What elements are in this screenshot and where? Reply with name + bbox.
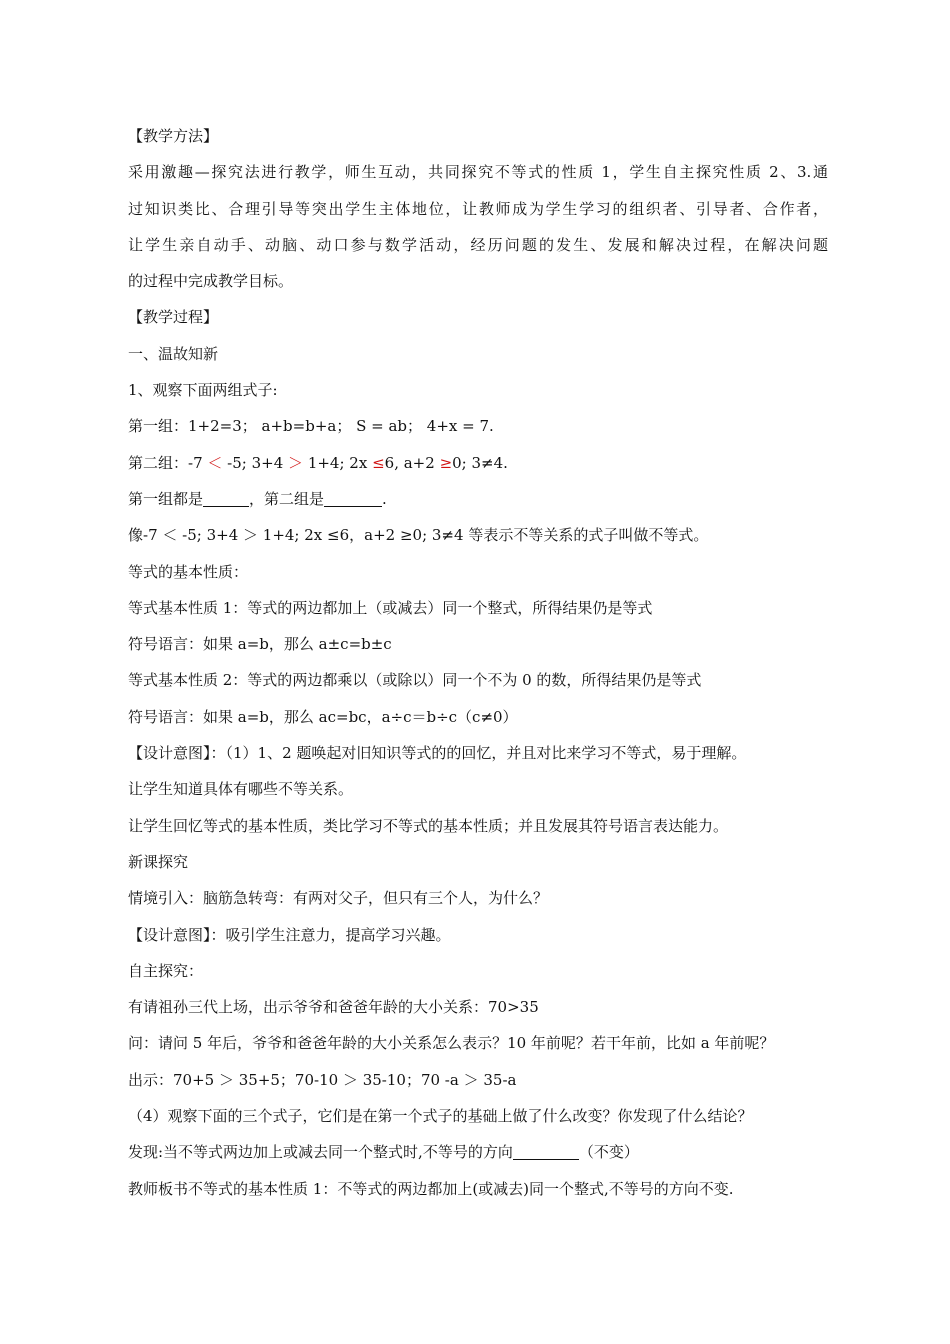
heading-teaching-process: 【教学过程】 (128, 308, 219, 327)
heading-teaching-method: 【教学方法】 (128, 127, 219, 145)
blank-two (324, 490, 382, 507)
text-line: 问：请问 5 年后，爷爷和爸爸年龄的大小关系怎么表示？10 年前呢？若干年前，比如 a 年前呢？ (128, 1034, 775, 1053)
fill-blank-line (128, 481, 828, 517)
blank-three (513, 1143, 579, 1160)
greater-than-sign: ＞ (288, 453, 304, 472)
greater-equal-sign: ≥ (439, 453, 453, 472)
text-line: 情境引入：脑筋急转弯：有两对父子，但只有三个人，为什么？ (128, 889, 549, 908)
text-line: （4）观察下面的三个式子，它们是在第一个式子的基础上做了什么改变？你发现了什么结论？ (128, 1107, 753, 1126)
paragraph-line: 让学生亲自动手、动脑、动口参与数学活动，经历问题的发生、发展和解决过程，在解决问题 (128, 235, 828, 254)
text-segment: （不变） (578, 1143, 639, 1162)
text-line: 有请祖孙三代上场，出示爷爷和爸爸年龄的大小关系：70>35 (128, 998, 539, 1017)
blank-one (203, 490, 249, 507)
text-line: 等式基本性质 1：等式的两边都加上（或减去）同一个整式，所得结果仍是等式 (128, 598, 653, 617)
text-line: 符号语言：如果 a=b，那么 ac=bc，a÷c＝b÷c（c≠0） (128, 707, 518, 726)
text-segment: 1+4; 2x (303, 453, 373, 472)
text-segment: 第二组：-7 (128, 453, 208, 472)
paragraph-line: 采用激趣—探究法进行教学，师生互动，共同探究不等式的性质 1，学生自主探究性质 2、3.通 (128, 163, 828, 182)
text-line: 自主探究： (128, 961, 204, 980)
less-than-sign: ＜ (207, 453, 223, 472)
text-line: 让学生回忆等式的基本性质，类比学习不等式的基本性质；并且发展其符号语言表达能力。 (128, 816, 729, 835)
text-segment: 第一组都是 (128, 489, 204, 508)
text-line: 让学生知道具体有哪些不等关系。 (128, 780, 354, 799)
text-line: 【设计意图】：吸引学生注意力，提高学习兴趣。 (128, 925, 451, 944)
fill-blank-line (128, 1134, 828, 1170)
text-line: 符号语言：如果 a=b，那么 a±c=b±c (128, 635, 392, 654)
section-title: 一、温故知新 (128, 344, 219, 363)
paragraph-line: 过知识类比、合理引导等突出学生主体地位，让教师成为学生学习的组织者、引导者、合作者， (128, 199, 828, 218)
paragraph-line: 的过程中完成教学目标。 (128, 272, 294, 291)
text-line: 出示：70+5 ＞ 35+5；70-10 ＞ 35-10；70 -a ＞ 35-a (128, 1070, 517, 1089)
text-segment: ，第二组是 (249, 489, 325, 508)
text-line: 像-7 ＜ -5; 3+4 ＞ 1+4; 2x ≤6，a+2 ≥0; 3≠4 等表示不等关系的式子叫做不等式。 (128, 526, 709, 545)
document-body (128, 118, 828, 1207)
group-two-line (128, 445, 828, 481)
section-title: 新课探究 (128, 852, 189, 871)
text-line: 教师板书不等式的基本性质 1：不等式的两边都加上(或减去)同一个整式,不等号的方向不变. (128, 1179, 734, 1198)
text-line: 等式的基本性质： (128, 562, 249, 581)
text-segment: . (382, 489, 387, 508)
text-segment: -5; 3+4 (222, 453, 289, 472)
text-line: 【设计意图】：（1）1、2 题唤起对旧知识等式的的回忆，并且对比来学习不等式，易于理解。 (128, 744, 747, 763)
group-one-line: 第一组：1+2=3； a+b=b+a； S = ab； 4+x = 7. (128, 417, 494, 436)
text-segment: 6, a+2 (384, 453, 440, 472)
text-segment: 0; 3≠4. (452, 453, 508, 472)
less-equal-sign: ≤ (372, 453, 385, 472)
text-line: 1、观察下面两组式子: (128, 381, 278, 400)
text-line: 等式基本性质 2：等式的两边都乘以（或除以）同一个不为 0 的数，所得结果仍是等式 (128, 671, 702, 690)
text-segment: 发现:当不等式两边加上或减去同一个整式时,不等号的方向 (128, 1143, 513, 1162)
